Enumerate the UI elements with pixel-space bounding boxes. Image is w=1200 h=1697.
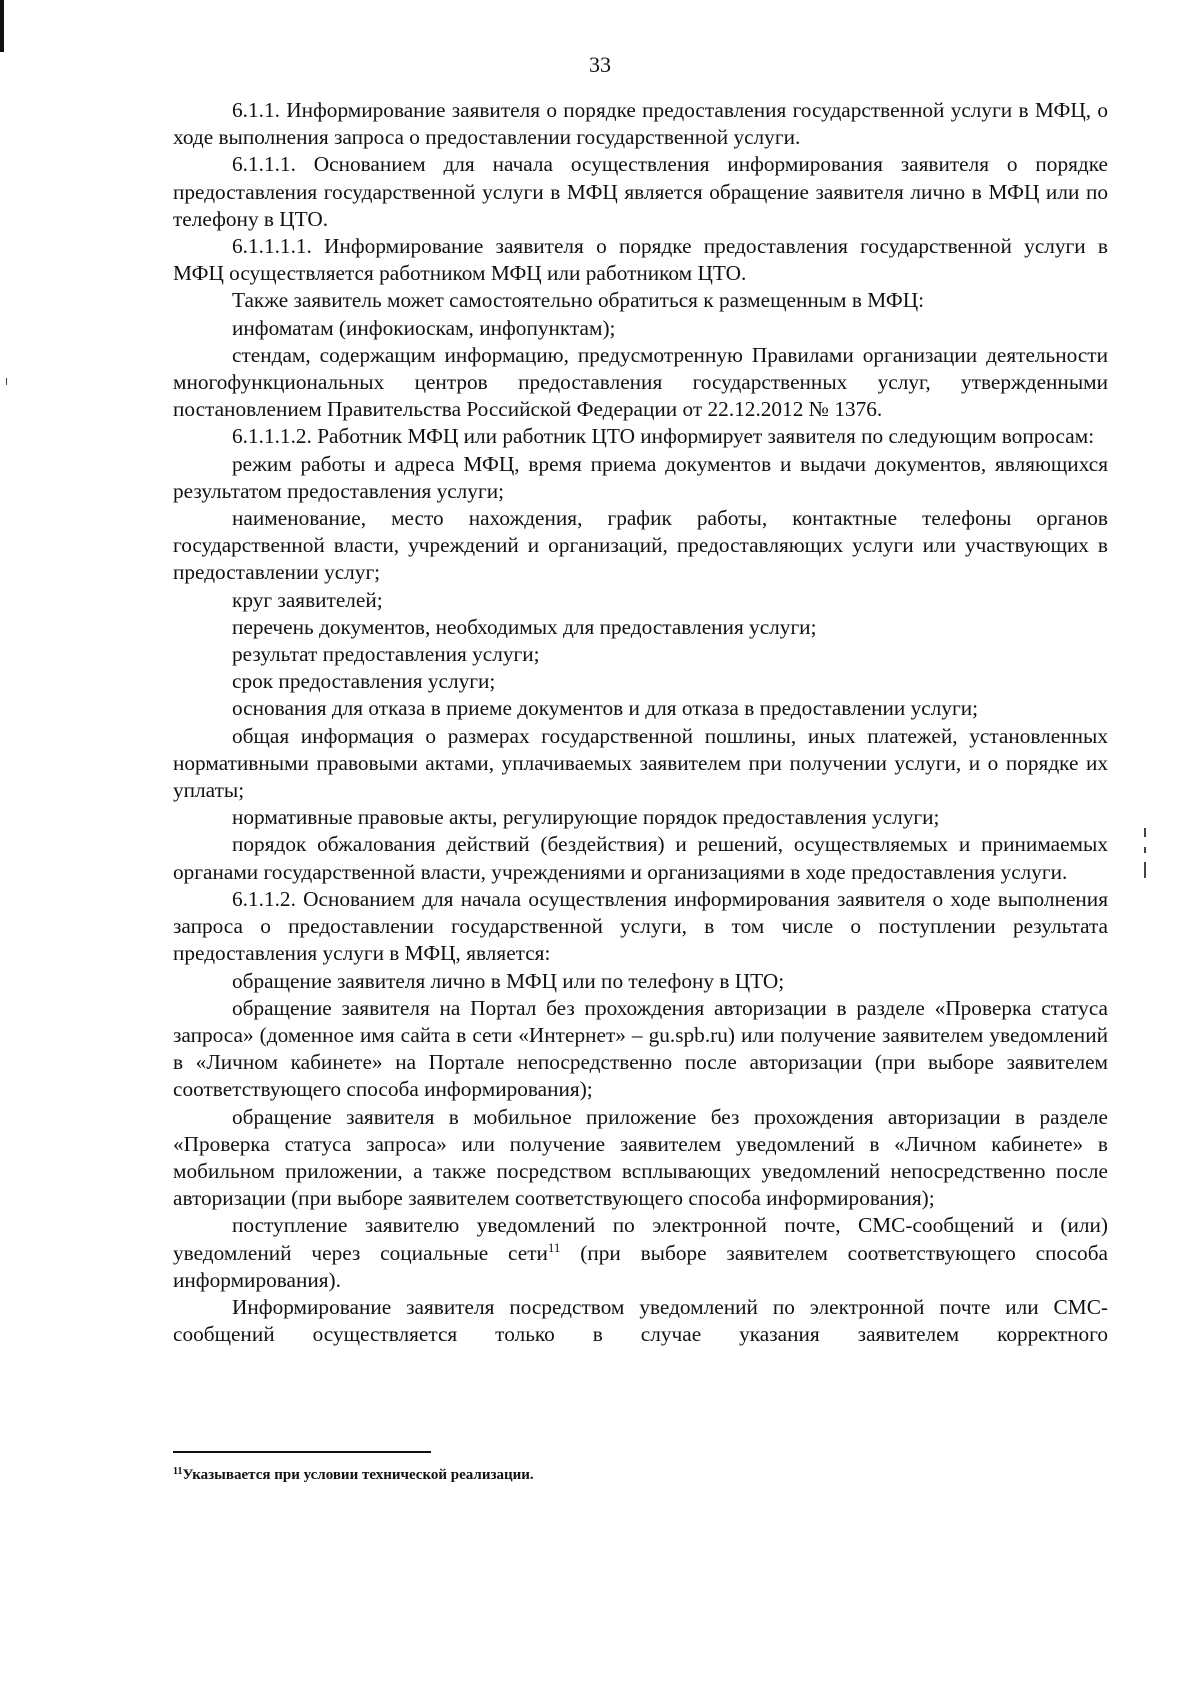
paragraph-6-1-1-1-1: 6.1.1.1.1. Информирование заявителя о порядке предоставления государственной услуги в МФЦ осуществляется работником МФЦ или работником ЦТО.	[173, 234, 1108, 286]
list-item-authorities: наименование, место нахождения, график работы, контактные телефоны органов государственной власти, учреждений и организаций, предоставляющих услуги или участвующих в предоставлении услуг;	[173, 506, 1108, 585]
notifications-text-end: (при выборе заявителем соответствующего способа информирования).	[173, 1240, 1108, 1292]
list-item-term: срок предоставления услуги;	[232, 669, 496, 694]
footnote	[173, 1466, 1073, 1484]
list-item-documents: перечень документов, необходимых для предоставления услуги;	[232, 614, 817, 639]
page-number: 33	[589, 52, 611, 77]
notifications-text: поступление заявителю уведомлений по электронной почте, СМС-сообщений и (или) уведомлений через социальные сети	[173, 1213, 1108, 1265]
list-item-legal-acts: нормативные правовые акты, регулирующие порядок предоставления услуги;	[232, 805, 940, 830]
list-item-mobile-app: обращение заявителя в мобильное приложение без прохождения авторизации в разделе «Проверка статуса запроса» или получение заявителем уведомлений в «Личном кабинете» в мобильном приложении, а также посредством всплывающих уведомлений непосредственно после авторизации (при выборе заявителем соответствующего способа информирования);	[173, 1104, 1108, 1211]
paragraph-6-1-1-1: 6.1.1.1. Основанием для начала осуществления информирования заявителя о порядке предоставления государственной услуги в МФЦ является обращение заявителя лично в МФЦ или по телефону в ЦТО.	[173, 152, 1108, 231]
paragraph-6-1-1: 6.1.1. Информирование заявителя о порядке предоставления государственной услуги в МФЦ, о ходе выполнения запроса о предоставлении государственной услуги.	[173, 98, 1108, 150]
paragraph-email-sms: Информирование заявителя посредством уведомлений по электронной почте или СМС-сообщений осуществляется только в случае указания заявителем корректного	[173, 1294, 1108, 1347]
footnote-text: Указывается при условии технической реализации.	[182, 1467, 534, 1483]
paragraph-6-1-1-2: 6.1.1.2. Основанием для начала осуществления информирования заявителя о ходе выполнения запроса о предоставлении государственной услуги, в том числе о поступлении результата предоставления услуги в МФЦ, является:	[173, 886, 1108, 966]
scan-edge-mark	[0, 0, 4, 52]
list-item-portal: обращение заявителя на Портал без прохождения авторизации в разделе «Проверка статуса запроса» (доменное имя сайта в сети «Интернет» – gu.spb.ru) или получение заявителем уведомлений в «Личном кабинете» на Портале непосредственно после авторизации (при выборе заявителем соответствующего способа информирования);	[173, 995, 1108, 1102]
list-item-work-mode: режим работы и адреса МФЦ, время приема документов и выдачи документов, являющихся результатом предоставления услуги;	[173, 451, 1108, 503]
scan-artifact-mark	[6, 378, 7, 385]
list-item-in-person: обращение заявителя лично в МФЦ или по телефону в ЦТО;	[232, 968, 785, 993]
paragraph-6-1-1-1-2: 6.1.1.1.2. Работник МФЦ или работник ЦТО информирует заявителя по следующим вопросам:	[232, 424, 1095, 449]
scan-artifact-mark	[1144, 828, 1146, 837]
list-item-stands: стендам, содержащим информацию, предусмотренную Правилами организации деятельности многофункциональных центров предоставления государственных услуг, утвержденными постановлением Правительства Российской Федерации от 22.12.2012 № 1376.	[173, 342, 1108, 422]
list-item-notifications	[173, 1212, 1108, 1294]
body-text	[173, 97, 1108, 1348]
list-item-infomats: инфоматам (инфокиоскам, инфопунктам);	[232, 315, 616, 340]
list-item-applicants: круг заявителей;	[232, 587, 383, 612]
footnote-reference[interactable]: 11	[547, 1239, 561, 1255]
list-item-refusal-grounds: основания для отказа в приеме документов и для отказа в предоставлении услуги;	[232, 696, 979, 721]
footnote-number: 11	[173, 1466, 183, 1477]
list-item-fees: общая информация о размерах государственной пошлины, иных платежей, установленных нормативными правовыми актами, уплачиваемых заявителем при получении услуги, и о порядке их уплаты;	[173, 723, 1108, 803]
list-item-appeal: порядок обжалования действий (бездействия) и решений, осуществляемых и принимаемых органами государственной власти, учреждениями и организациями в ходе предоставления услуги.	[173, 832, 1108, 884]
scan-artifact-mark	[1144, 862, 1146, 878]
list-item-result: результат предоставления услуги;	[232, 642, 540, 667]
footnote-divider	[173, 1451, 431, 1453]
scan-artifact-mark	[1144, 847, 1146, 853]
paragraph-also-applicant: Также заявитель может самостоятельно обратиться к размещенным в МФЦ:	[232, 288, 925, 313]
